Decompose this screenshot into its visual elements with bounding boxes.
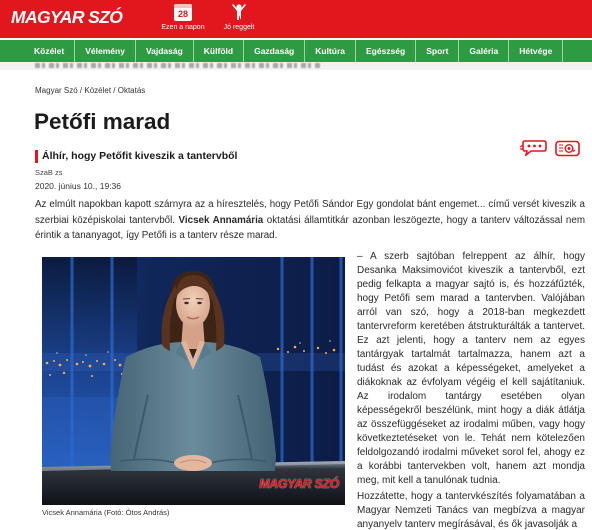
body-paragraph: – A szerb sajtóban felreppent az álhír, hogy Desanka Maksimovićot kiveszik a tantervből, ezt pedig felkapta a magyar sajtó is, és hozzáfűzték, hogy Petőfi sem marad a tantervben. Valójában arról van szó, hogy a 2018-ban megkezdett tantervreform keretében átstrukturálták a tantervet. Ez azt jelenti, hogy a tanterv nem az egyes tantárgyak tartalmát tartalmazza, hanem azt a tudást és azokat a képességeket, amelyeket a diákoknak az évfolyam végéig el kell sajátítaniuk. Az irodalom tantárgy esetében olyan képességekről beszélünk, mint hogy a diák átlátja az összefüggéseket az irodalmi műben, vagy hogy következtetéseket von le. Tehát nem kötelezően feldolgozandó irodalmi műveket sorol fel, ahogy ez a korábbi tantervekben volt, hanem azt mondja meg, mit kell a tanulónak tudnia. bbox=[357, 251, 585, 486]
article-date: 2020. június 10., 19:36 bbox=[35, 181, 122, 191]
ticker-clipped-text bbox=[35, 63, 320, 68]
article-title: Petőfi marad bbox=[34, 109, 171, 134]
article-author: SzaB zs bbox=[35, 168, 63, 177]
good-morning-button[interactable] bbox=[214, 3, 264, 32]
lead-text-end: oktatási államtitkár azonban leszögezte, hogy a tanterv változással nem érintik a tananyagot, így Petőfi is a tanterv része marad. bbox=[35, 214, 585, 241]
nav-item-vajdasag[interactable]: Vajdaság bbox=[136, 40, 194, 62]
site-header bbox=[0, 0, 592, 38]
nav-item-hetvege[interactable]: Hétvége bbox=[509, 40, 563, 62]
nav-item-kozelet[interactable]: Közélet bbox=[24, 40, 75, 62]
article-body bbox=[357, 250, 585, 530]
email-icon[interactable] bbox=[555, 140, 580, 157]
lead-text-start: Az elmúlt napokban kapott szárnyra az a híresztelés, hogy Petőfi Sándor Egy gondolat bánt engemet... című versét kiveszik a szerbiai középiskolai tantervből. bbox=[35, 199, 585, 226]
body-paragraph: Hozzátette, hogy a tantervkészítés folyamatában a Magyar Nemzeti Tanács van megbízva a magyar anyanyelv tanterv megírásával, és ők javasolják a bbox=[357, 491, 585, 530]
calendar-day: 28 bbox=[177, 9, 188, 19]
breadcrumb-separator: / bbox=[77, 86, 85, 95]
nav-item-kultura[interactable]: Kultúra bbox=[305, 40, 356, 62]
nav-item-galeria[interactable]: Galéria bbox=[459, 40, 509, 62]
photo-illustration bbox=[42, 257, 345, 505]
breadcrumb-kozelet[interactable]: Közélet bbox=[84, 86, 112, 95]
subtitle-accent-bar bbox=[35, 150, 38, 163]
article-photo bbox=[42, 257, 345, 505]
breadcrumb-separator: / bbox=[111, 86, 118, 95]
figure-icon bbox=[230, 3, 248, 21]
nav-item-egeszseg[interactable]: Egészség bbox=[356, 40, 416, 62]
nav-item-velemeny[interactable]: Vélemény bbox=[75, 40, 136, 62]
calendar-icon bbox=[174, 4, 192, 21]
article-lead bbox=[35, 197, 585, 244]
main-nav bbox=[0, 40, 592, 62]
breadcrumb-home[interactable]: Magyar Szó bbox=[35, 86, 78, 95]
site-logo[interactable]: MAGYAR SZÓ bbox=[11, 7, 123, 27]
good-morning-label: Jó reggelt bbox=[223, 24, 255, 31]
breadcrumb bbox=[35, 86, 145, 96]
breadcrumb-oktatas[interactable]: Oktatás bbox=[117, 86, 146, 95]
nav-item-gazdasag[interactable]: Gazdaság bbox=[244, 40, 305, 62]
comments-icon[interactable] bbox=[519, 140, 550, 156]
lead-bold-name: Vicsek Annamária bbox=[178, 214, 264, 226]
on-this-day-button[interactable] bbox=[158, 3, 208, 32]
on-this-day-label: Ezen a napon bbox=[161, 24, 205, 31]
nav-item-sport[interactable]: Sport bbox=[416, 40, 459, 62]
nav-item-kulfold[interactable]: Külföld bbox=[194, 40, 244, 62]
clipped-ticker-strip bbox=[0, 62, 592, 70]
photo-caption: Vicsek Annamária (Fotó: Ótos András) bbox=[42, 508, 170, 517]
photo-watermark: MAGYAR SZÓ bbox=[259, 477, 339, 491]
article-subtitle: Álhír, hogy Petőfit kiveszik a tantervből bbox=[42, 150, 238, 162]
